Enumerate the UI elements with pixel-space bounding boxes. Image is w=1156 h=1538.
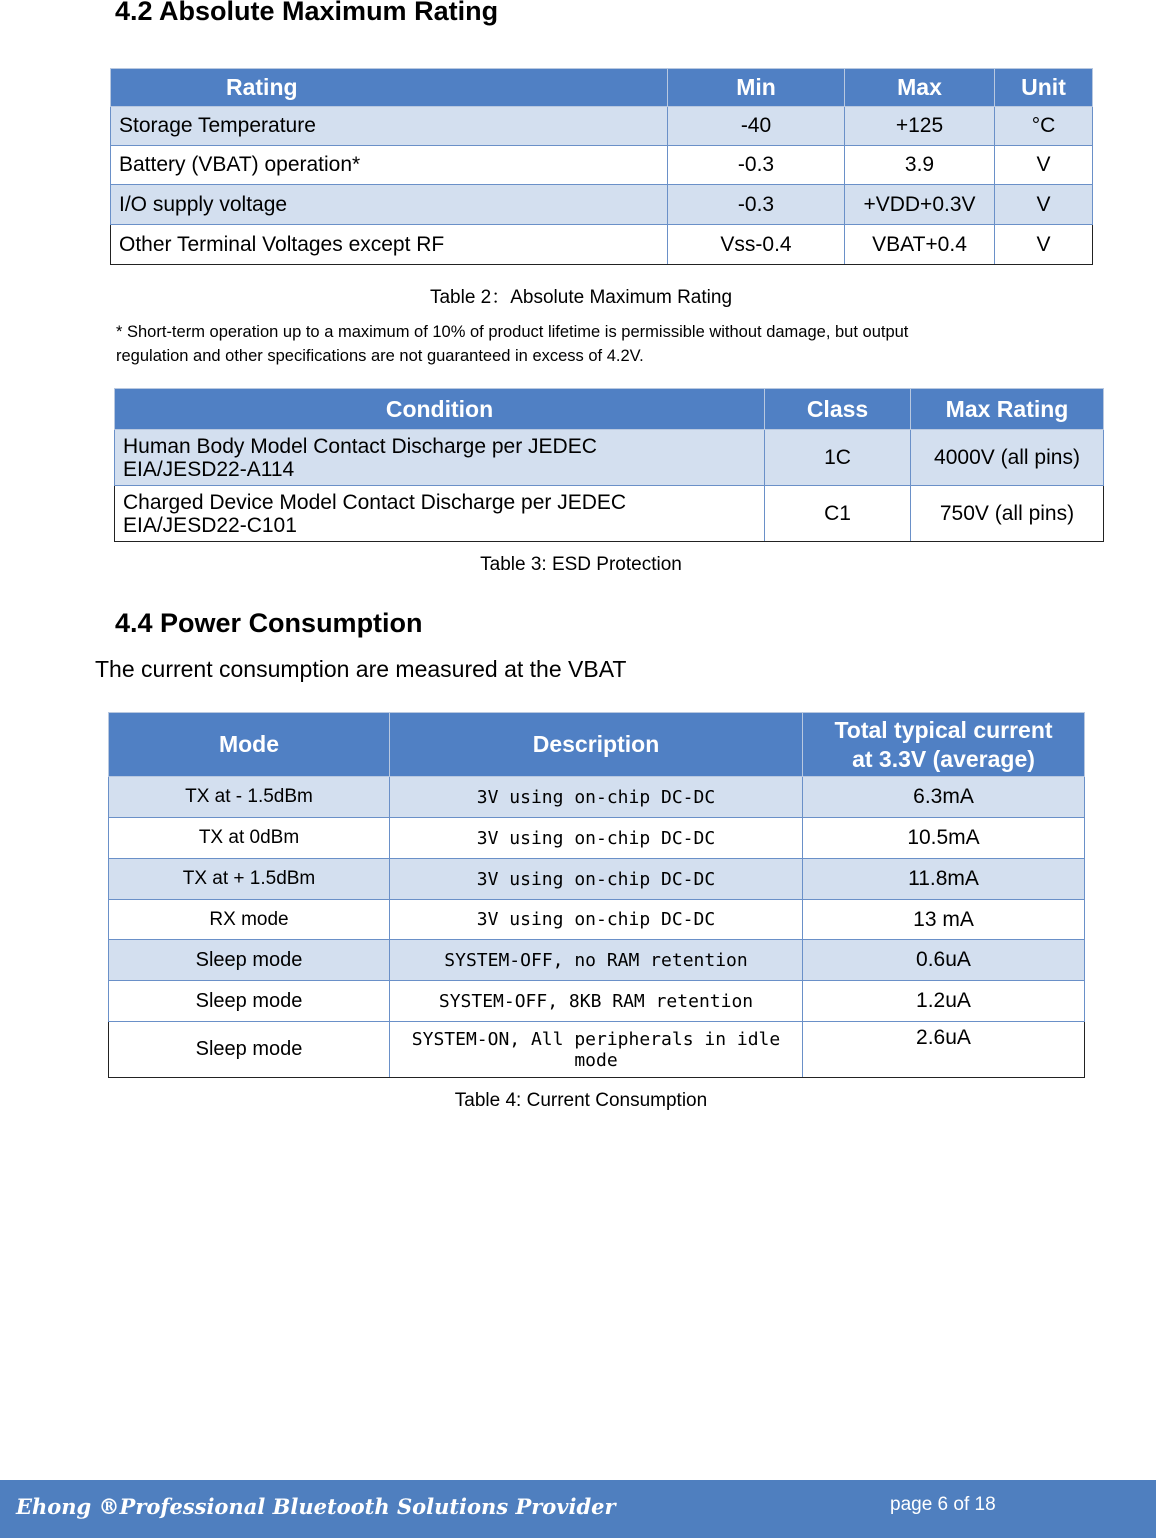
table-row (111, 146, 1093, 185)
cell-mode: RX mode (109, 900, 390, 940)
cell-max-rating: 750V (all pins) (911, 486, 1104, 542)
cell-max: +VDD+0.3V (845, 185, 995, 225)
cell-rating: Battery (VBAT) operation* (111, 146, 668, 185)
table-row (115, 430, 1104, 486)
cell-description: SYSTEM-OFF, no RAM retention (390, 940, 803, 981)
table-row (109, 859, 1085, 900)
cell-max: VBAT+0.4 (845, 225, 995, 265)
header-min: Min (668, 69, 845, 107)
section-title-power-consumption: 4.4 Power Consumption (115, 608, 423, 638)
header-max-rating: Max Rating (911, 389, 1104, 430)
cell-mode: Sleep mode (109, 981, 390, 1022)
table-row (109, 1022, 1085, 1078)
table-row (109, 940, 1085, 981)
header-max: Max (845, 69, 995, 107)
table-row (111, 185, 1093, 225)
cell-rating: Other Terminal Voltages except RF (111, 225, 668, 265)
table-row (111, 225, 1093, 265)
esd-protection-table (114, 388, 1104, 542)
cell-unit: V (995, 225, 1093, 265)
cell-current: 2.6uA (803, 1022, 1085, 1078)
cell-current: 10.5mA (803, 818, 1085, 859)
cell-class: C1 (765, 486, 911, 542)
cell-description: 3V using on-chip DC-DC (390, 777, 803, 818)
header-class: Class (765, 389, 911, 430)
condition-line-2: EIA/JESD22-A114 (123, 457, 295, 481)
cell-max: +125 (845, 107, 995, 146)
cell-min: -40 (668, 107, 845, 146)
footnote-line-1: * Short-term operation up to a maximum of 10% of product lifetime is permissible without damage, but output (116, 323, 909, 341)
table2-caption: Table 2：Absolute Maximum Rating (429, 287, 733, 308)
footer-brand: Ehong ®Professional Bluetooth Solutions Provider (16, 1494, 616, 1519)
cell-unit: °C (995, 107, 1093, 146)
cell-current: 11.8mA (803, 859, 1085, 900)
cell-current: 0.6uA (803, 940, 1085, 981)
cell-condition (115, 486, 765, 542)
table3-caption: Table 3: ESD Protection (480, 554, 682, 575)
cell-condition (115, 430, 765, 486)
footnote (116, 320, 908, 368)
cell-description: 3V using on-chip DC-DC (390, 859, 803, 900)
condition-line-2: EIA/JESD22-C101 (123, 513, 297, 537)
power-intro: The current consumption are measured at the VBAT (95, 656, 627, 682)
cell-min: Vss-0.4 (668, 225, 845, 265)
cell-current: 1.2uA (803, 981, 1085, 1022)
cell-description: 3V using on-chip DC-DC (390, 818, 803, 859)
cell-mode: Sleep mode (109, 940, 390, 981)
header-total-line-2: at 3.3V (average) (852, 745, 1035, 772)
header-total-line-1: Total typical current (834, 716, 1053, 743)
cell-max: 3.9 (845, 146, 995, 185)
header-description: Description (390, 713, 803, 777)
cell-current: 6.3mA (803, 777, 1085, 818)
condition-line-1: Human Body Model Contact Discharge per JEDEC (123, 434, 597, 458)
cell-description: 3V using on-chip DC-DC (390, 900, 803, 940)
cell-mode: TX at - 1.5dBm (109, 777, 390, 818)
table4-caption: Table 4: Current Consumption (454, 1090, 708, 1111)
cell-min: -0.3 (668, 185, 845, 225)
header-condition: Condition (115, 389, 765, 430)
table-row (111, 107, 1093, 146)
absolute-max-rating-table (110, 68, 1093, 265)
cell-unit: V (995, 185, 1093, 225)
cell-description: SYSTEM-ON, All peripherals in idle mode (390, 1022, 803, 1078)
current-consumption-table (108, 712, 1085, 1078)
page-footer (0, 1480, 1156, 1538)
cell-mode: TX at 0dBm (109, 818, 390, 859)
section-title-absolute-max: 4.2 Absolute Maximum Rating (115, 0, 499, 26)
table-row (109, 900, 1085, 940)
cell-current: 13 mA (803, 900, 1085, 940)
cell-unit: V (995, 146, 1093, 185)
table-row (109, 777, 1085, 818)
table-row (109, 818, 1085, 859)
header-rating: Rating (111, 69, 668, 107)
cell-class: 1C (765, 430, 911, 486)
cell-mode: Sleep mode (109, 1022, 390, 1078)
table-row (115, 486, 1104, 542)
footnote-line-2: regulation and other specifications are not guaranteed in excess of 4.2V. (116, 347, 644, 365)
cell-mode: TX at + 1.5dBm (109, 859, 390, 900)
cell-max-rating: 4000V (all pins) (911, 430, 1104, 486)
header-total-current (803, 713, 1085, 777)
header-mode: Mode (109, 713, 390, 777)
header-unit: Unit (995, 69, 1093, 107)
cell-min: -0.3 (668, 146, 845, 185)
table-row (109, 981, 1085, 1022)
cell-rating: I/O supply voltage (111, 185, 668, 225)
condition-line-1: Charged Device Model Contact Discharge per JEDEC (123, 490, 627, 514)
cell-rating: Storage Temperature (111, 107, 668, 146)
page-number: page 6 of 18 (890, 1494, 996, 1515)
cell-description: SYSTEM-OFF, 8KB RAM retention (390, 981, 803, 1022)
